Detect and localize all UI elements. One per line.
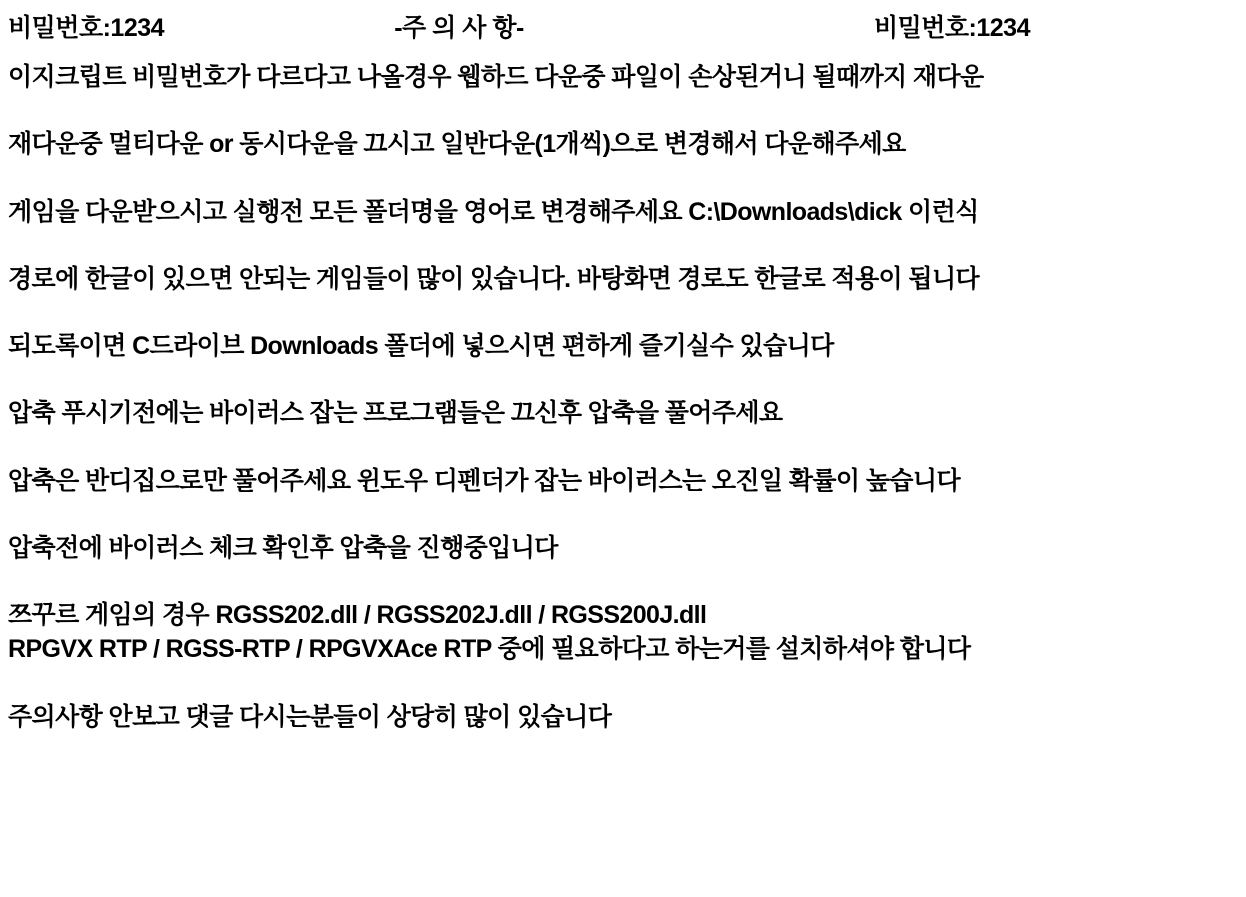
password-left: 비밀번호:1234	[8, 14, 165, 42]
notice-line: 경로에 한글이 있으면 안되는 게임들이 많이 있습니다. 바탕화면 경로도 한글로 적용이 됩니다	[8, 264, 980, 293]
notice-line: 재다운중 멀티다운 or 동시다운을 끄시고 일반다운(1개씩)으로 변경해서 다운해주세요	[8, 130, 906, 159]
notice-header	[8, 8, 1240, 52]
notice-line: 압축전에 바이러스 체크 확인후 압축을 진행중입니다	[8, 533, 558, 562]
notice-title: -주 의 사 항-	[394, 14, 524, 42]
notice-line: 압축 푸시기전에는 바이러스 잡는 프로그램들은 끄신후 압축을 풀어주세요	[8, 399, 783, 428]
notice-line: 되도록이면 C드라이브 Downloads 폴더에 넣으시면 편하게 즐기실수 있습니다	[8, 332, 834, 360]
notice-line: RPGVX RTP / RGSS-RTP / RPGVXAce RTP 중에 필요하다고 하는거를 설치하셔야 합니다	[8, 635, 971, 664]
notice-line: 게임을 다운받으시고 실행전 모든 폴더명을 영어로 변경해주세요 C:\Downloads\dick 이런식	[8, 197, 979, 226]
notice-body	[8, 64, 1240, 730]
notice-line: 압축은 반디집으로만 풀어주세요 윈도우 디펜더가 잡는 바이러스는 오진일 확률이 높습니다	[8, 466, 961, 495]
notice-line: 주의사항 안보고 댓글 다시는분들이 상당히 많이 있습니다	[8, 702, 612, 731]
notice-line: 이지크립트 비밀번호가 다르다고 나올경우 웹하드 다운중 파일이 손상된거니 될때까지 재다운	[8, 63, 984, 91]
notice-line: 쯔꾸르 게임의 경우 RGSS202.dll / RGSS202J.dll / RGSS200J.dll	[8, 601, 707, 629]
password-right: 비밀번호:1234	[873, 14, 1030, 42]
